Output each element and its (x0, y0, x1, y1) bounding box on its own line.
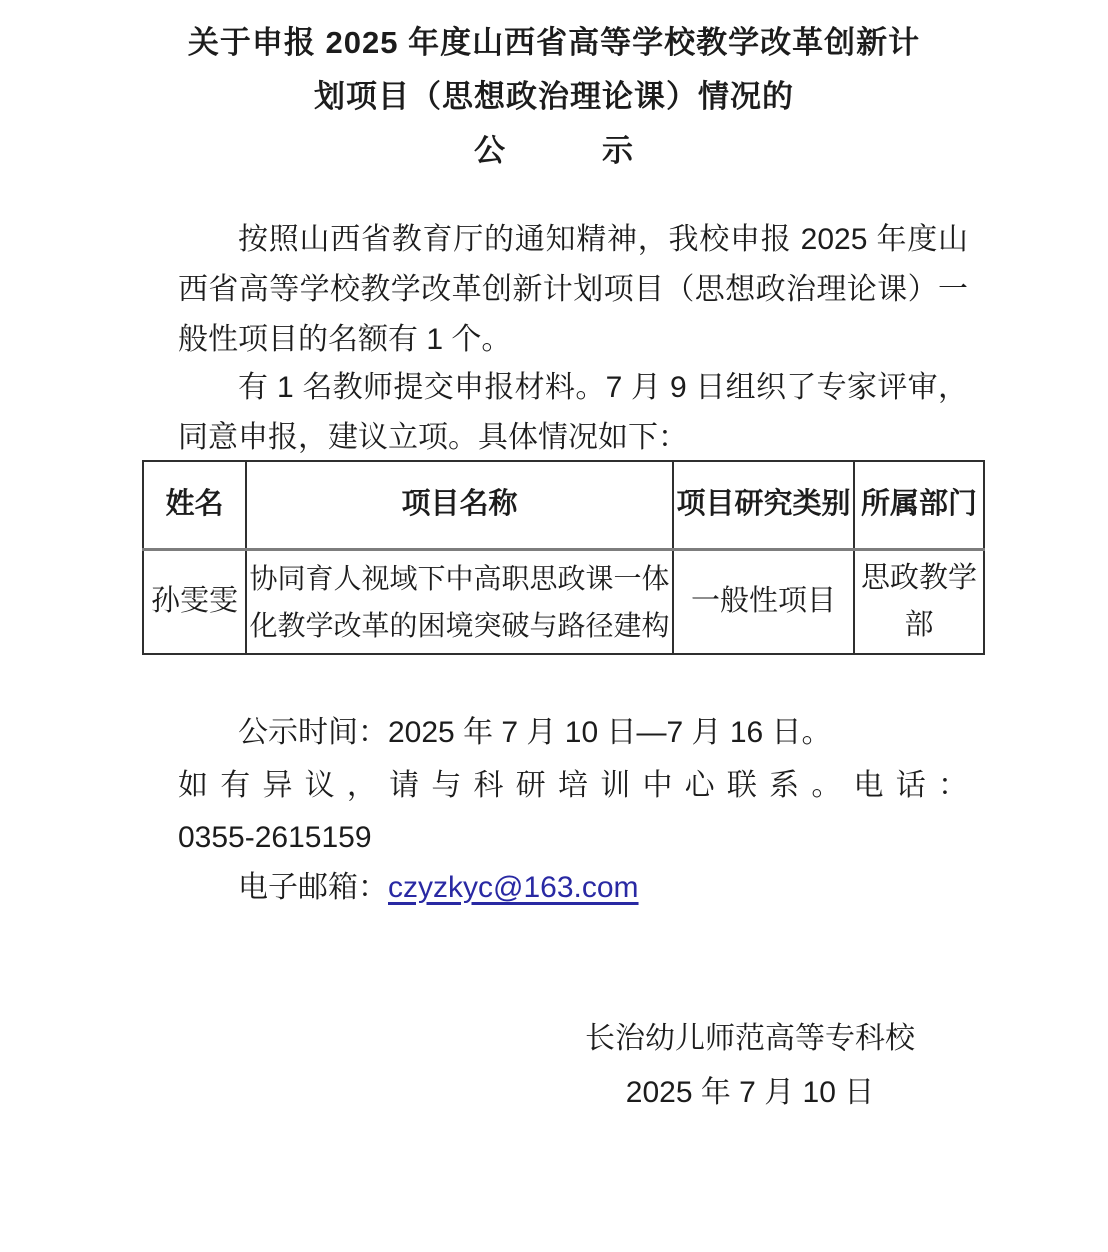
email-link[interactable]: czyzkyc@163.com (388, 871, 639, 904)
document-title-line2: 划项目（思想政治理论课）情况的 (314, 79, 794, 114)
col-header-project-title: 项目名称 (246, 461, 673, 549)
col-header-department: 所属部门 (854, 461, 984, 549)
email-label: 电子邮箱： (238, 871, 388, 904)
signature-block (420, 1012, 1080, 1120)
col-header-research-category: 项目研究类别 (673, 461, 854, 549)
col-header-name: 姓名 (143, 461, 246, 549)
table-header-row (143, 461, 984, 549)
cell-project-title: 协同育人视域下中高职思政课一体化教学改革的困境突破与路径建构 (246, 549, 673, 654)
cell-department: 思政教学部 (854, 549, 984, 654)
publicity-period-line: 公示时间：2025 年 7 月 10 日—7 月 16 日。 (238, 716, 832, 749)
cell-research-category: 一般性项目 (673, 549, 854, 654)
body-paragraph-quota: 按照山西省教育厅的通知精神，我校申报 2025 年度山西省高等学校教学改革创新计划项目（思想政治理论课）一般性项目的名额有 1 个。 (178, 223, 968, 356)
body-paragraph-review: 有 1 名教师提交申报材料。7 月 9 日组织了专家评审，同意申报，建议立项。具体情况如下： (178, 371, 968, 454)
email-line (178, 863, 968, 913)
projects-table (142, 460, 985, 655)
signature-organization: 长治幼儿师范高等专科校 (585, 1022, 915, 1055)
signature-date: 2025 年 7 月 10 日 (625, 1076, 875, 1109)
document-title-line1: 关于申报 2025 年度山西省高等学校教学改革创新计 (187, 25, 921, 60)
cell-applicant-name: 孙雯雯 (143, 549, 246, 654)
objection-contact-line: 如有异议，请与科研培训中心联系。电话： (178, 769, 968, 802)
table-row (143, 549, 984, 654)
phone-number: 0355-2615159 (178, 821, 372, 854)
document-title-line3: 公 示 (474, 133, 634, 168)
document-title (0, 16, 1108, 178)
